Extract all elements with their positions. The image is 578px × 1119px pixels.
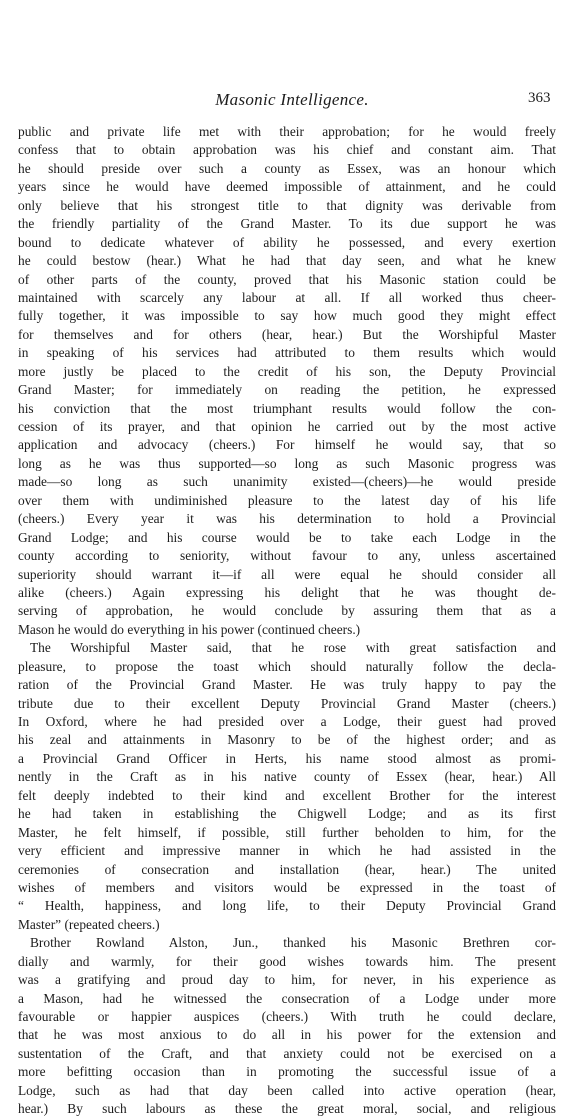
text-line: a Provincial Grand Officer in Herts, his name stood almost as promi- bbox=[18, 750, 556, 766]
text-line: Brother Rowland Alston, Jun., thanked his Masonic Brethren cor- bbox=[30, 935, 556, 951]
text-line: confess that to obtain approbation was his chief and constant aim. That bbox=[18, 142, 556, 158]
text-line: he could bestow (hear.) What he had that day seen, and what he knew bbox=[18, 253, 556, 269]
text-line: for themselves and for others (hear, hear.) But the Worshipful Master bbox=[18, 326, 556, 342]
text-line: county according to seniority, without favour to any, unless ascertained bbox=[18, 548, 556, 564]
text-line: only believe that his strongest title to that dignity was derivable from bbox=[18, 197, 556, 213]
body-text bbox=[18, 123, 556, 1119]
text-line: made—so long as such unanimity existed—(cheers)—he would preside bbox=[18, 474, 556, 490]
text-line: his conviction that the most triumphant results would follow the con- bbox=[18, 400, 556, 416]
text-line: sustentation of the Craft, and that anxiety could not be exercised on a bbox=[18, 1045, 556, 1061]
text-line: long as he was thus supported—so long as such Masonic progress was bbox=[18, 455, 556, 471]
text-line: Grand Lodge; and his course would be to take each Lodge in the bbox=[18, 529, 556, 545]
text-line: more justly be placed to the credit of his son, the Deputy Provincial bbox=[18, 363, 556, 379]
text-line: fully together, it was impossible to say how much good they might effect bbox=[18, 308, 556, 324]
text-line: a Mason, had he witnessed the consecration of a Lodge under more bbox=[18, 990, 556, 1006]
text-line: maintained with scarcely any labour at all. If all worked thus cheer- bbox=[18, 289, 556, 305]
text-line: Master” (repeated cheers.) bbox=[18, 916, 160, 932]
text-line: of other parts of the county, proved that his Masonic station could be bbox=[18, 271, 556, 287]
text-line: in speaking of his services had attributed to them results which would bbox=[18, 345, 556, 361]
text-line: was a gratifying and proud day to him, for never, in his experience as bbox=[18, 972, 556, 988]
text-line: ration of the Provincial Grand Master. He was truly happy to pay the bbox=[18, 677, 556, 693]
text-line: wishes of members and visitors would be expressed in the toast of bbox=[18, 879, 556, 895]
running-head: Masonic Intelligence. bbox=[215, 90, 369, 109]
text-line: more befitting occasion than in promoting the successful issue of a bbox=[18, 1064, 556, 1080]
text-line: that he was most anxious to do all in his power for the extension and bbox=[18, 1027, 556, 1043]
text-line: he had taken in establishing the Chigwell Lodge; and as its first bbox=[18, 806, 556, 822]
page-number: 363 bbox=[528, 90, 551, 106]
text-line: over them with undiminished pleasure to the latest day of his life bbox=[18, 492, 556, 508]
text-line: the friendly partiality of the Grand Master. To its due support he was bbox=[18, 216, 556, 232]
text-line: superiority should warrant it—if all were equal he should consider all bbox=[18, 566, 556, 582]
text-line: Lodge, such as had that day been called into active operation (hear, bbox=[18, 1082, 556, 1098]
text-line: dially and warmly, for their good wishes towards him. The present bbox=[18, 953, 556, 969]
text-line: application and advocacy (cheers.) For himself he would say, that so bbox=[18, 437, 556, 453]
text-line: In Oxford, where he had presided over a Lodge, their guest had proved bbox=[18, 714, 556, 729]
text-line: his zeal and attainments in Masonry to be of the highest order; and as bbox=[18, 732, 556, 748]
text-line: favourable or happier auspices (cheers.) With truth he could declare, bbox=[18, 1009, 556, 1024]
text-line: Mason he would do everything in his power (continued cheers.) bbox=[18, 621, 361, 637]
text-line: Master, he felt himself, if possible, still further beholden to him, for the bbox=[18, 824, 556, 840]
text-line: tribute due to their excellent Deputy Provincial Grand Master (cheers.) bbox=[18, 695, 556, 711]
text-line: Grand Master; for immediately on reading the petition, he expressed bbox=[18, 382, 556, 398]
text-line: hear.) By such labours as these the great moral, social, and religious bbox=[18, 1101, 556, 1117]
text-line: felt deeply indebted to their kind and excellent Brother for the interest bbox=[18, 787, 556, 803]
text-line: public and private life met with their approbation; for he would freely bbox=[18, 124, 556, 139]
text-line: nently in the Craft as in his native county of Essex (hear, hear.) All bbox=[18, 769, 556, 785]
text-line: The Worshipful Master said, that he rose with great satisfaction and bbox=[30, 640, 556, 656]
text-line: “ Health, happiness, and long life, to their Deputy Provincial Grand bbox=[18, 898, 556, 914]
text-line: very efficient and impressive manner in which he had assisted in the bbox=[18, 843, 556, 859]
text-line: cession of its prayer, and that opinion he carried out by the most active bbox=[18, 419, 556, 434]
text-line: alike (cheers.) Again expressing his delight that he was thought de- bbox=[18, 584, 556, 600]
text-line: (cheers.) Every year it was his determination to hold a Provincial bbox=[18, 511, 556, 527]
text-line: bound to dedicate whatever of ability he possessed, and every exertion bbox=[18, 234, 556, 250]
text-line: years since he would have deemed impossible of attainment, and he could bbox=[18, 179, 556, 195]
text-line: pleasure, to propose the toast which should naturally follow the decla- bbox=[18, 658, 556, 674]
text-line: serving of approbation, he would conclude by assuring them that as a bbox=[18, 603, 556, 619]
text-line: he should preside over such a county as Essex, was an honour which bbox=[18, 160, 556, 176]
text-line: ceremonies of consecration and installation (hear, hear.) The united bbox=[18, 861, 556, 877]
